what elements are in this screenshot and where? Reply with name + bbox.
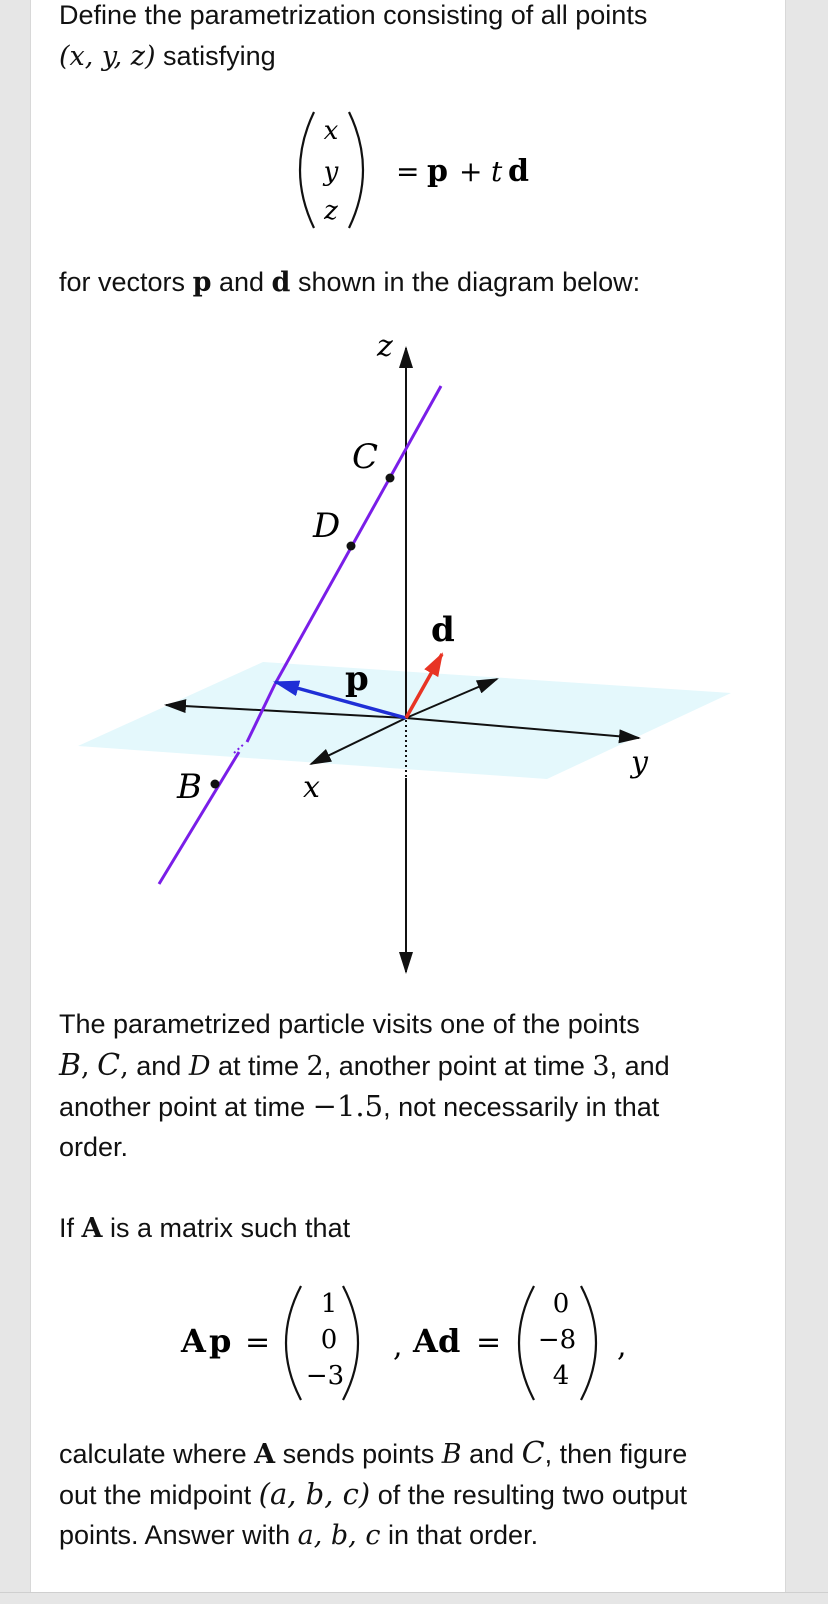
- param-line-upper: [275, 386, 441, 684]
- para2-and: and: [136, 1051, 182, 1081]
- vectors-and: and: [218, 267, 265, 297]
- eq2-left-paren-1: [286, 1286, 301, 1400]
- vec-y: y: [323, 157, 339, 187]
- para2-text-4: order.: [59, 1132, 129, 1162]
- para2-line-4: [59, 1127, 779, 1168]
- eq2-A-2: A: [413, 1322, 438, 1360]
- point-tuple: (x, y, z): [59, 41, 156, 72]
- para3-post: is a matrix such that: [110, 1213, 351, 1243]
- para2-line-2: [59, 1045, 789, 1087]
- para4-line-2: [59, 1474, 779, 1516]
- para4-text-1a: calculate where: [59, 1439, 247, 1469]
- vectors-pre: for vectors: [59, 267, 186, 297]
- eq2-Ad-2: −8: [537, 1325, 577, 1355]
- label-point-D: D: [313, 506, 341, 546]
- intro-text: Define the parametrization consisting of all points: [59, 0, 648, 30]
- para4-text-3a: points. Answer with: [59, 1520, 291, 1550]
- para2-D: D: [188, 1051, 211, 1082]
- label-x-axis: x: [303, 770, 320, 805]
- eq2-end: ,: [617, 1329, 627, 1364]
- para3-A: A: [81, 1213, 103, 1244]
- eq2-d: d: [438, 1322, 461, 1360]
- diagram: [31, 0, 785, 1000]
- label-vector-p: p: [345, 659, 369, 699]
- equals-sign: =: [396, 155, 420, 188]
- para4-and: and: [469, 1439, 515, 1469]
- equation-matrix: [31, 1260, 785, 1430]
- eq2-left-paren-2: [519, 1286, 534, 1400]
- eq2-right-paren-1: [343, 1286, 358, 1400]
- eq2-equals-2: =: [476, 1325, 502, 1360]
- para4-abc: a, b, c: [297, 1520, 381, 1551]
- para2-time-1: 2: [306, 1051, 324, 1082]
- para2-text-3b: , not necessarily in that: [383, 1092, 660, 1122]
- para4-line-1: [59, 1433, 789, 1475]
- label-vector-d: d: [431, 610, 455, 650]
- para2-at-time: at time: [217, 1051, 300, 1081]
- para2-line-3: [59, 1086, 779, 1128]
- eq2-right-paren-2: [581, 1286, 596, 1400]
- bottom-bar: [0, 1592, 828, 1604]
- para4-text-1b: sends points: [282, 1439, 435, 1469]
- point-C-dot: [386, 474, 395, 483]
- symbol-t: t: [491, 155, 503, 188]
- para4-text-2a: out the midpoint: [59, 1480, 252, 1510]
- para4-text-3b: in that order.: [387, 1520, 539, 1550]
- para4-A: A: [254, 1439, 276, 1470]
- symbol-d: d: [508, 154, 529, 189]
- eq2-p: p: [209, 1322, 232, 1360]
- vectors-post: shown in the diagram below:: [297, 267, 641, 297]
- para4-line-3: [59, 1515, 779, 1556]
- para2-another-1: , another point at time: [323, 1051, 585, 1081]
- para2-B: B: [59, 1048, 82, 1083]
- para2-text-3a: another point at time: [59, 1092, 306, 1122]
- para4-tuple: (a, b, c): [258, 1477, 371, 1511]
- vec-z: z: [324, 196, 338, 226]
- point-B-dot: [211, 780, 220, 789]
- eq2-Ap-3: −3: [305, 1361, 345, 1391]
- para2-comma-1: ,: [81, 1051, 90, 1082]
- eq2-Ad-1: 0: [552, 1289, 570, 1319]
- para2-text-1: The parametrized particle visits one of the points: [59, 1009, 640, 1039]
- label-y-axis: y: [631, 745, 648, 780]
- satisfying-text: satisfying: [163, 41, 276, 71]
- para2-time-3: −1.5: [312, 1089, 384, 1123]
- eq2-equals-1: =: [245, 1325, 271, 1360]
- label-point-B: B: [177, 767, 202, 807]
- para3-pre: If: [59, 1213, 75, 1243]
- eq2-Ap-2: 0: [320, 1325, 338, 1355]
- para2-comma-2: ,: [120, 1051, 129, 1082]
- label-z-axis: z: [377, 329, 393, 364]
- eq2-A-1: A: [181, 1322, 206, 1360]
- eq2-Ad-3: 4: [552, 1361, 570, 1391]
- plus-sign: +: [459, 155, 483, 188]
- symbol-p: p: [427, 154, 448, 189]
- para2-line-1: [59, 1004, 779, 1045]
- para2-and-2: , and: [609, 1051, 670, 1081]
- point-D-dot: [347, 542, 356, 551]
- para4-text-2b: of the resulting two output: [377, 1480, 687, 1510]
- vectors-p: p: [192, 267, 212, 298]
- vec-x: x: [323, 116, 339, 146]
- eq2-Ap-1: 1: [320, 1289, 338, 1319]
- para2-time-2: 3: [592, 1051, 610, 1082]
- para4-C: C: [521, 1436, 545, 1471]
- eq2-sep: ,: [393, 1329, 403, 1364]
- vectors-d: d: [271, 267, 291, 298]
- label-point-C: C: [352, 437, 379, 477]
- problem-page: [30, 0, 786, 1592]
- para4-text-1c: , then figure: [544, 1439, 688, 1469]
- para3-line: [59, 1208, 779, 1249]
- para2-C: C: [97, 1048, 121, 1083]
- para4-B: B: [441, 1439, 462, 1470]
